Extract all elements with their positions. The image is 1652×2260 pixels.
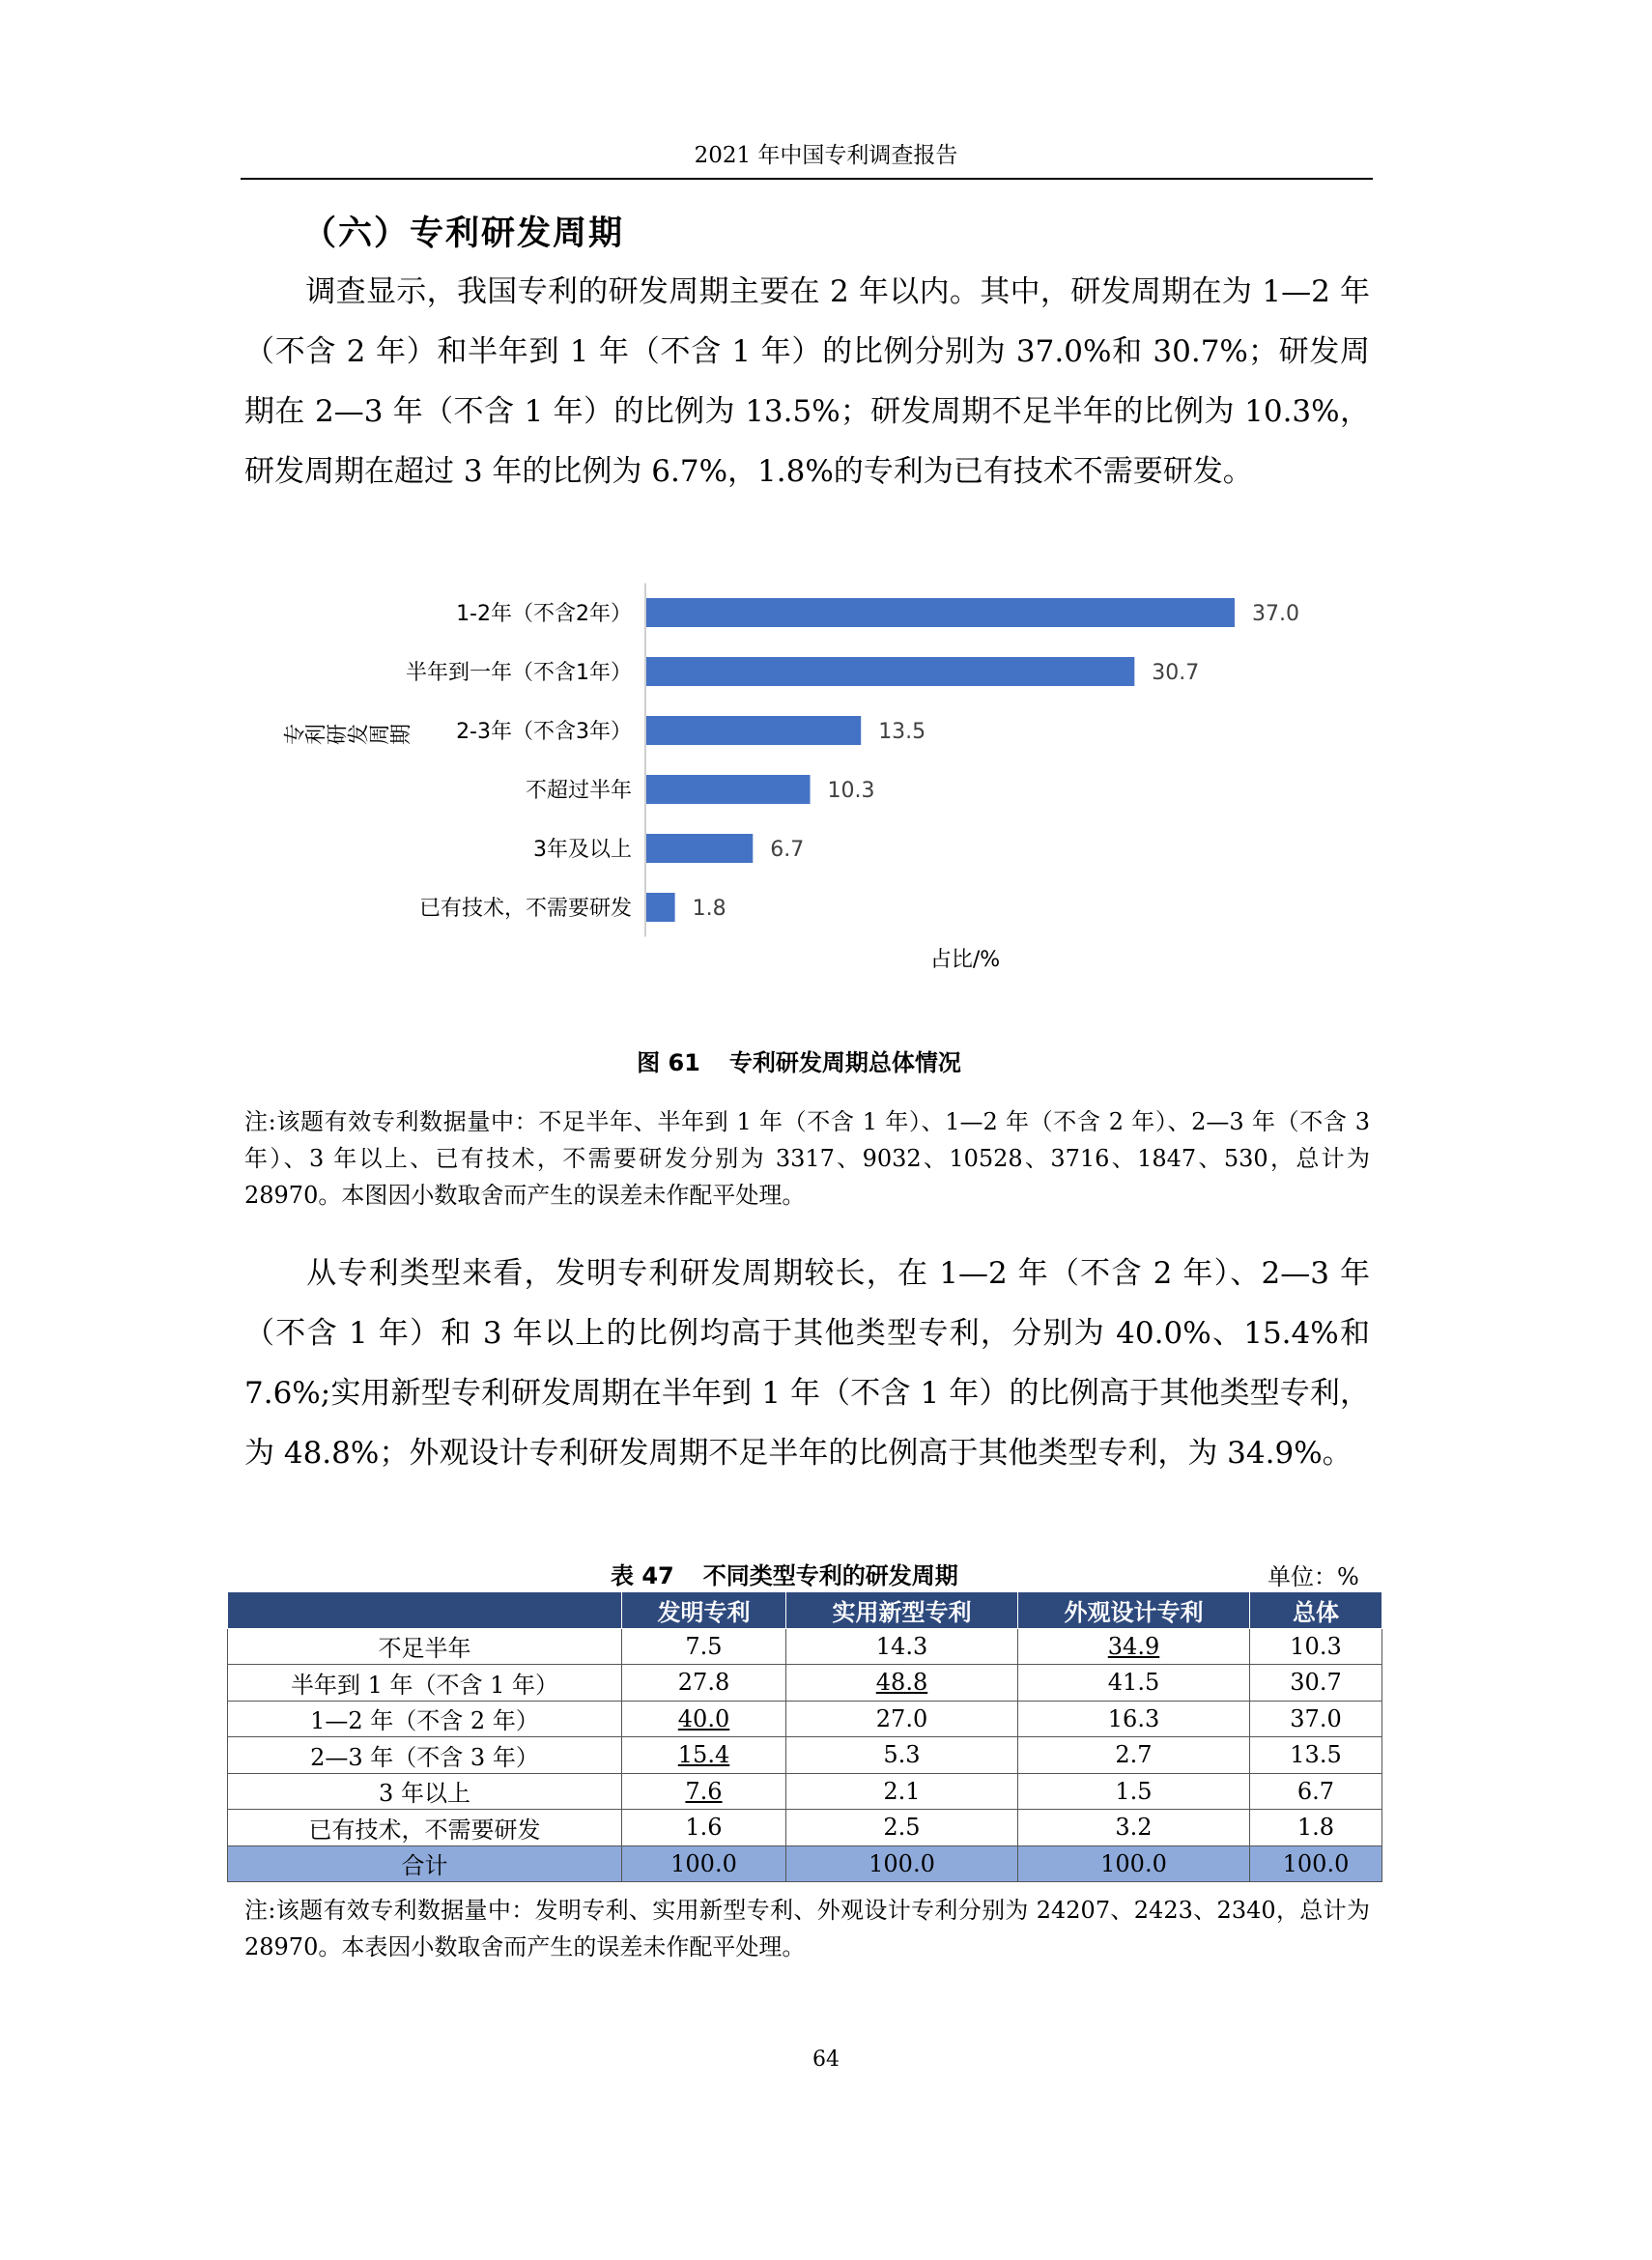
table-note: 注:该题有效专利数据量中：发明专利、实用新型专利、外观设计专利分别为 24207、2423、2340，总计为 28970。本表因小数取舍而产生的误差未作配平处理。	[244, 1897, 1370, 1960]
table-cell: 100.0	[786, 1845, 1018, 1882]
table-unit-label: 单位：%	[1267, 1563, 1359, 1590]
table-body	[228, 1628, 1382, 1882]
table-row	[228, 1628, 1382, 1665]
table-cell: 100.0	[1250, 1845, 1382, 1882]
category-label: 已有技术，不需要研发	[418, 897, 632, 921]
section-heading: （六）专利研发周期	[302, 214, 625, 253]
table-cell: 30.7	[1250, 1665, 1382, 1702]
intro-paragraph-text: 调查显示，我国专利的研发周期主要在 2 年以内。其中，研发周期在为 1—2 年（不含 2 年）和半年到 1 年（不含 1 年）的比例分别为 37.0%和 30.7%；研发周期在 2—3 年（不含 1 年）的比例为 13.5%；研发周期不足半年的比例为 10.3%，研发周期在超过 3 年的比例为 6.7%，1.8%的专利为已有技术不需要研发。	[244, 274, 1370, 489]
row-label: 合计	[228, 1845, 622, 1882]
table-cell: 10.3	[1250, 1628, 1382, 1665]
highlighted-value: 48.8	[875, 1669, 928, 1697]
table-header-row	[228, 1592, 1382, 1629]
table-header-cell: 发明专利	[622, 1592, 786, 1629]
table-caption	[611, 1557, 958, 1590]
data-label: 10.3	[827, 779, 875, 803]
y-axis-title: 专利研发周期	[283, 724, 411, 749]
row-label: 2—3 年（不含 3 年）	[228, 1737, 622, 1774]
table-cell: 27.8	[622, 1665, 786, 1702]
figure-note: 注:该题有效专利数据量中：不足半年、半年到 1 年（不含 1 年）、1—2 年（不含 2 年）、2—3 年（不含 3 年）、3 年以上、已有技术，不需要研发分别为 3317、9032、10528、3716、1847、530，总计为 28970。本图因小数取舍而产生的误差未作配平处理。	[244, 1108, 1370, 1209]
row-label: 1—2 年（不含 2 年）	[228, 1701, 622, 1737]
row-label: 不足半年	[228, 1628, 622, 1665]
table-cell: 7.5	[622, 1628, 786, 1665]
table-row	[228, 1810, 1382, 1846]
row-label: 已有技术，不需要研发	[228, 1810, 622, 1846]
type-analysis-paragraph	[244, 1244, 1370, 1483]
table-cell: 5.3	[786, 1737, 1018, 1774]
table-cell: 6.7	[1250, 1773, 1382, 1810]
bars-group	[406, 598, 1299, 922]
table-row	[228, 1773, 1382, 1810]
table-header-cell	[228, 1592, 622, 1629]
highlighted-value: 7.6	[685, 1777, 723, 1805]
figure-caption	[0, 1044, 1598, 1077]
bar	[646, 893, 675, 922]
bar	[646, 834, 753, 863]
table-cell: 1.8	[1250, 1810, 1382, 1846]
table-cell: 2.7	[1018, 1737, 1250, 1774]
type-analysis-paragraph-text: 从专利类型来看，发明专利研发周期较长，在 1—2 年（不含 2 年）、2—3 年（不含 1 年）和 3 年以上的比例均高于其他类型专利，分别为 40.0%、15.4%和 7.6%;实用新型专利研发周期在半年到 1 年（不含 1 年）的比例高于其他类型专利，为 48.8%；外观设计专利研发周期不足半年的比例高于其他类型专利，为 34.9%。	[244, 1256, 1370, 1471]
data-label: 30.7	[1152, 661, 1200, 685]
category-label: 不超过半年	[525, 779, 632, 803]
bar	[646, 716, 861, 745]
category-label: 2-3年（不含3年）	[456, 720, 632, 744]
page-number: 64	[812, 2047, 840, 2072]
table-row	[228, 1737, 1382, 1774]
x-axis-title: 占比/%	[929, 948, 1001, 972]
table-cell: 100.0	[1018, 1845, 1250, 1882]
table-cell: 16.3	[1018, 1701, 1250, 1737]
bar	[646, 598, 1235, 627]
table-cell: 14.3	[786, 1628, 1018, 1665]
highlighted-value: 34.9	[1107, 1632, 1160, 1660]
row-label: 半年到 1 年（不含 1 年）	[228, 1665, 622, 1702]
table-cell: 13.5	[1250, 1737, 1382, 1774]
highlighted-value: 15.4	[677, 1741, 730, 1769]
table-row	[228, 1665, 1382, 1702]
table-cell	[622, 1701, 786, 1737]
figure-number: 图 61	[637, 1049, 700, 1076]
data-label: 1.8	[692, 897, 726, 921]
bar-chart	[283, 580, 1299, 986]
table-cell: 100.0	[622, 1845, 786, 1882]
table-cell: 27.0	[786, 1701, 1018, 1737]
figure-title: 专利研发周期总体情况	[728, 1049, 961, 1076]
category-label: 3年及以上	[533, 838, 632, 862]
data-table	[227, 1591, 1382, 1882]
table-cell	[1018, 1628, 1250, 1665]
bar-chart-svg	[283, 580, 1299, 986]
table-cell: 2.1	[786, 1773, 1018, 1810]
row-label: 3 年以上	[228, 1773, 622, 1810]
intro-paragraph	[244, 262, 1370, 501]
table-number: 表 47	[611, 1562, 674, 1589]
bar	[646, 775, 811, 804]
data-label: 6.7	[770, 838, 805, 862]
highlighted-value: 40.0	[677, 1704, 730, 1732]
table-cell: 1.5	[1018, 1773, 1250, 1810]
table-cell: 37.0	[1250, 1701, 1382, 1737]
table-header-cell: 外观设计专利	[1018, 1592, 1250, 1629]
bar	[646, 657, 1134, 686]
table-cell: 41.5	[1018, 1665, 1250, 1702]
table-cell: 1.6	[622, 1810, 786, 1846]
page-header-title: 2021 年中国专利调查报告	[694, 143, 958, 168]
table-header-cell: 总体	[1250, 1592, 1382, 1629]
data-label: 13.5	[878, 720, 926, 744]
table-title: 不同类型专利的研发周期	[702, 1562, 958, 1589]
header-rule	[241, 178, 1373, 180]
data-label: 37.0	[1252, 602, 1299, 626]
table-cell	[622, 1773, 786, 1810]
category-label: 半年到一年（不含1年）	[406, 661, 632, 685]
table-cell: 2.5	[786, 1810, 1018, 1846]
table-header-cell: 实用新型专利	[786, 1592, 1018, 1629]
table-total-row	[228, 1845, 1382, 1882]
table-cell	[786, 1665, 1018, 1702]
table-row	[228, 1701, 1382, 1737]
table-cell: 3.2	[1018, 1810, 1250, 1846]
category-label: 1-2年（不含2年）	[456, 602, 632, 626]
table-cell	[622, 1737, 786, 1774]
